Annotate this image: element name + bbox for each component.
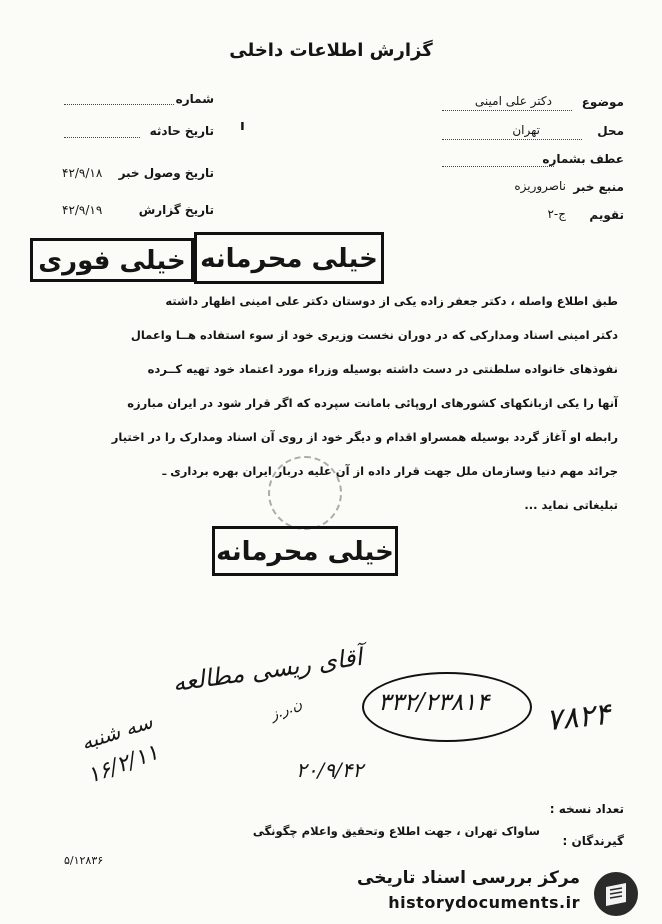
stamp-top-secret-middle: خیلی محرمانه bbox=[212, 526, 398, 576]
field-label: منبع خبر bbox=[573, 180, 624, 194]
body-line: طبق اطلاع واصله ، دکتر جعفر زاده یکی از دوستان دکتر علی امینی اظهار داشته bbox=[165, 294, 618, 308]
stamp-top-secret: خیلی محرمانه bbox=[194, 232, 384, 284]
field-value: دکتر علی امینی bbox=[474, 94, 552, 108]
dotted-line bbox=[442, 166, 554, 167]
document-code: ۵/۱۲۸۳۶ bbox=[64, 854, 104, 867]
field-value: تهران bbox=[512, 123, 540, 137]
handwritten-note: آقای ریسی مطالعه bbox=[170, 642, 364, 698]
field-label: تقویم bbox=[589, 208, 624, 222]
handwritten-mark: سه شنبه bbox=[78, 709, 156, 755]
field-value: ۴۲/۹/۱۹ bbox=[62, 203, 103, 217]
body-line: جرائد مهم دنیا وسازمان ملل جهت قرار داده از آن علیه دربار ایران بهره برداری ـ bbox=[162, 464, 618, 478]
copies-label: تعداد نسخه : bbox=[549, 802, 624, 816]
body-line: دکتر امینی اسناد ومدارکی که در دوران نخست وزیری خود از سوء استفاده هــا واعمال bbox=[130, 328, 618, 342]
body-line: آنها را یکی ازبانکهای کشورهای اروپائی بامانت سپرده که اگر قرار شود در ایران مبارزه bbox=[127, 396, 618, 410]
watermark-text-fa: مرکز بررسی اسناد تاریخی bbox=[357, 868, 580, 888]
field-value: ناصروریزه bbox=[514, 179, 566, 193]
field-label: تاریخ گزارش bbox=[138, 203, 214, 217]
stamp-very-urgent: خیلی فوری bbox=[30, 238, 194, 282]
handwritten-date: ۲۰/۹/۴۲ bbox=[296, 758, 364, 782]
handwritten-number: ۷۸۲۴ bbox=[544, 696, 613, 739]
body-line: نفوذهای خانواده سلطنتی در دست داشته بوسیله وزراء مورد اعتماد خود تهیه کــرده bbox=[147, 362, 618, 376]
handwritten-number: ۳۳۲/۲۳۸۱۴ bbox=[378, 688, 490, 716]
dotted-line bbox=[442, 110, 572, 111]
body-line: تبلیغاتی نماید ... bbox=[524, 498, 618, 512]
field-label: شماره bbox=[175, 92, 214, 106]
handwritten-date: ۱۶/۲/۱۱ bbox=[83, 740, 162, 789]
field-label: تاریخ وصول خبر bbox=[118, 166, 214, 180]
field-label: محل bbox=[597, 124, 624, 138]
margin-mark: ı bbox=[240, 118, 245, 134]
dotted-line bbox=[442, 139, 582, 140]
dotted-line bbox=[64, 137, 140, 138]
watermark-text-en: historydocuments.ir bbox=[388, 893, 580, 912]
handwritten-scribble: ن.ر.ز bbox=[268, 696, 305, 724]
ink-seal bbox=[268, 456, 342, 530]
field-label: عطف بشماره bbox=[542, 152, 624, 166]
recipients-label: گیرندگان : bbox=[562, 834, 624, 848]
field-value: ۴۲/۹/۱۸ bbox=[62, 166, 103, 180]
archive-logo-icon bbox=[594, 872, 638, 916]
field-label: تاریخ حادثه bbox=[149, 124, 214, 138]
field-label: موضوع bbox=[581, 95, 624, 109]
field-value: ج-۲ bbox=[547, 207, 566, 221]
dotted-line bbox=[64, 104, 174, 105]
body-line: رابطه او آغاز گردد بوسیله همسراو اقدام و دیگر خود از روی آن اسناد ومدارک را در اختیار bbox=[111, 430, 618, 444]
recipients-value: ساواک تهران ، جهت اطلاع وتحقیق واعلام چگونگی bbox=[252, 824, 540, 838]
document-title: گزارش اطلاعات داخلی bbox=[229, 40, 433, 61]
